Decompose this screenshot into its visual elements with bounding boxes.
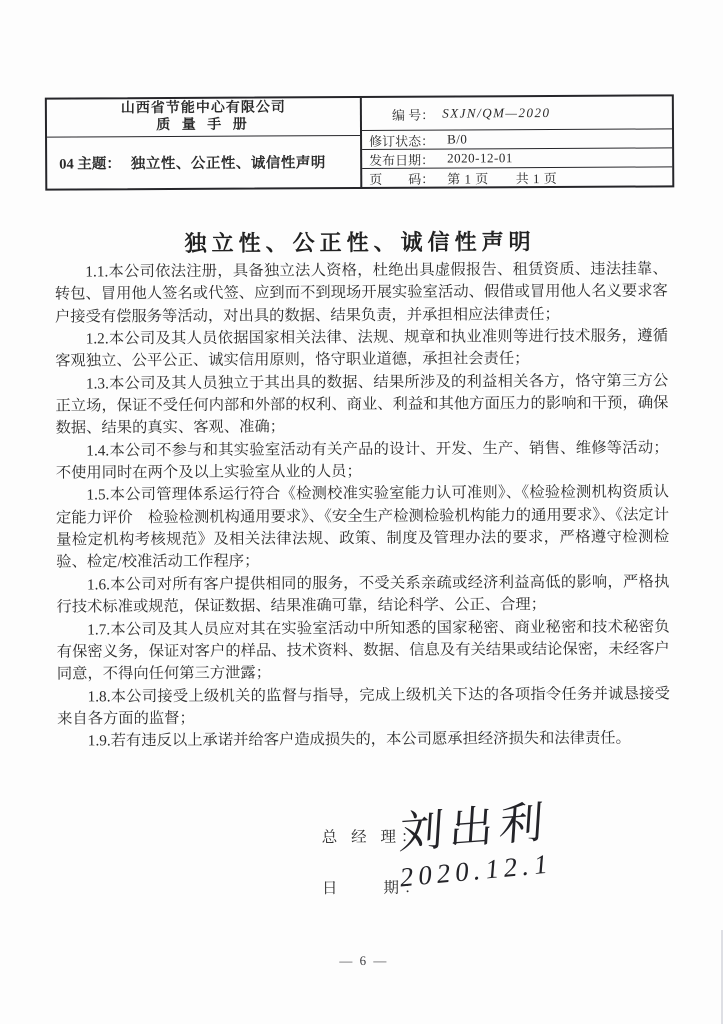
header-table-left-column	[47, 98, 362, 189]
issue-date-value: 2020-12-01	[447, 150, 513, 166]
doc-number-value: SXJN/QM—2020	[442, 105, 551, 121]
header-table-right-column	[362, 96, 672, 187]
declaration-title: 独立性、公正性、诚信性声明	[184, 229, 536, 256]
declaration-paragraph-2: 1.2.本公司及其人员依据国家相关法律、法规、规章和执业准则等进行技术服务，遵循客观独立、公平公正、诚实信用原则，恪守职业道德，承担社会责任；	[55, 327, 669, 370]
subject-cell	[47, 136, 360, 189]
manager-signature-handwriting: 刘出利	[397, 797, 551, 859]
company-name: 山西省节能中心有限公司	[120, 100, 286, 117]
signature-date-label: 日 期：	[321, 879, 425, 898]
declaration-paragraph-3: 1.3.本公司及其人员独立于其出具的数据、结果所涉及的利益相关各方，恪守第三方公正立场，保证不受任何内部和外部的权利、商业、利益和其他方面压力的影响和干预，确保数据、结果的真实、客观、准确；	[55, 372, 669, 438]
subject-value: 独立性、公正性、诚信性声明	[130, 155, 326, 173]
declaration-paragraph-6: 1.6.本公司对所有客户提供相同的服务，不受关系亲疏或经济利益高低的影响，严格执行技术标准或规范，保证数据、结果准确可靠，结论科学、公正、合理；	[56, 573, 670, 616]
page-footer	[49, 951, 678, 970]
subject-label: 04 主题：	[59, 156, 121, 173]
page-number-value: 第 1 页 共 1 页	[447, 170, 558, 187]
declaration-paragraph-5: 1.5.本公司管理体系运行符合《检测校准实验室能力认可准则》、《检验检测机构资质认定能力评价 检验检测机构通用要求》、《安全生产检测检验机构能力的通用要求》、《法定计量检定机构考核规范》及相关法律法规、政策、制度及管理办法的要求，严格遵守检测检验、检定/校准活动工作程序；	[55, 483, 670, 572]
declaration-paragraph-8: 1.8.本公司接受上级机关的监督与指导，完成上级机关下达的各项指令任务并诚恳接受来自各方面的监督；	[57, 684, 670, 728]
issue-date-row	[362, 148, 672, 169]
revision-label: 修订状态：	[369, 133, 435, 149]
page-number-label: 页 码：	[369, 171, 435, 187]
manual-title: 质 量 手 册	[156, 117, 251, 133]
general-manager-label: 总 经 理：	[321, 828, 422, 847]
revision-value: B/0	[447, 131, 468, 147]
issue-date-label: 发布日期：	[369, 152, 435, 168]
declaration-paragraph-7: 1.7.本公司及其人员应对其在实验室活动中所知悉的国家秘密、商业秘密和技术秘密负有保密义务，保证对客户的样品、技术资料、数据、信息及有关结果或结论保密，未经客户同意，不得向任何第三方泄露；	[56, 617, 670, 683]
declaration-paragraph-1: 1.1.本公司依法注册，具备独立法人资格，杜绝出具虚假报告、租赁资质、违法挂靠、转包、冒用他人签名或代签、应到而不到现场开展实验室活动、假借或冒用他人名义要求客户接受有偿服务等活动，对出具的数据、结果负责，并承担相应法律责任；	[54, 260, 668, 326]
declaration-paragraph-9: 1.9.若有违反以上承诺并给客户造成损失的，本公司愿承担经济损失和法律责任。	[87, 729, 631, 750]
revision-row	[362, 129, 672, 150]
footer-page-number: — 6 —	[339, 952, 389, 969]
page-number-row	[362, 167, 672, 187]
doc-number-cell	[362, 96, 672, 131]
company-cell	[47, 98, 360, 138]
signature-date-handwriting: 2020.12.1	[399, 848, 554, 893]
header-table	[45, 94, 674, 190]
declaration-body	[55, 258, 671, 753]
declaration-paragraph-4: 1.4.本公司不参与和其实验室活动有关产品的设计、开发、生产、销售、维修等活动；不使用同时在两个及以上实验室从业的人员；	[55, 439, 669, 482]
doc-number-label: 编 号：	[391, 107, 435, 123]
